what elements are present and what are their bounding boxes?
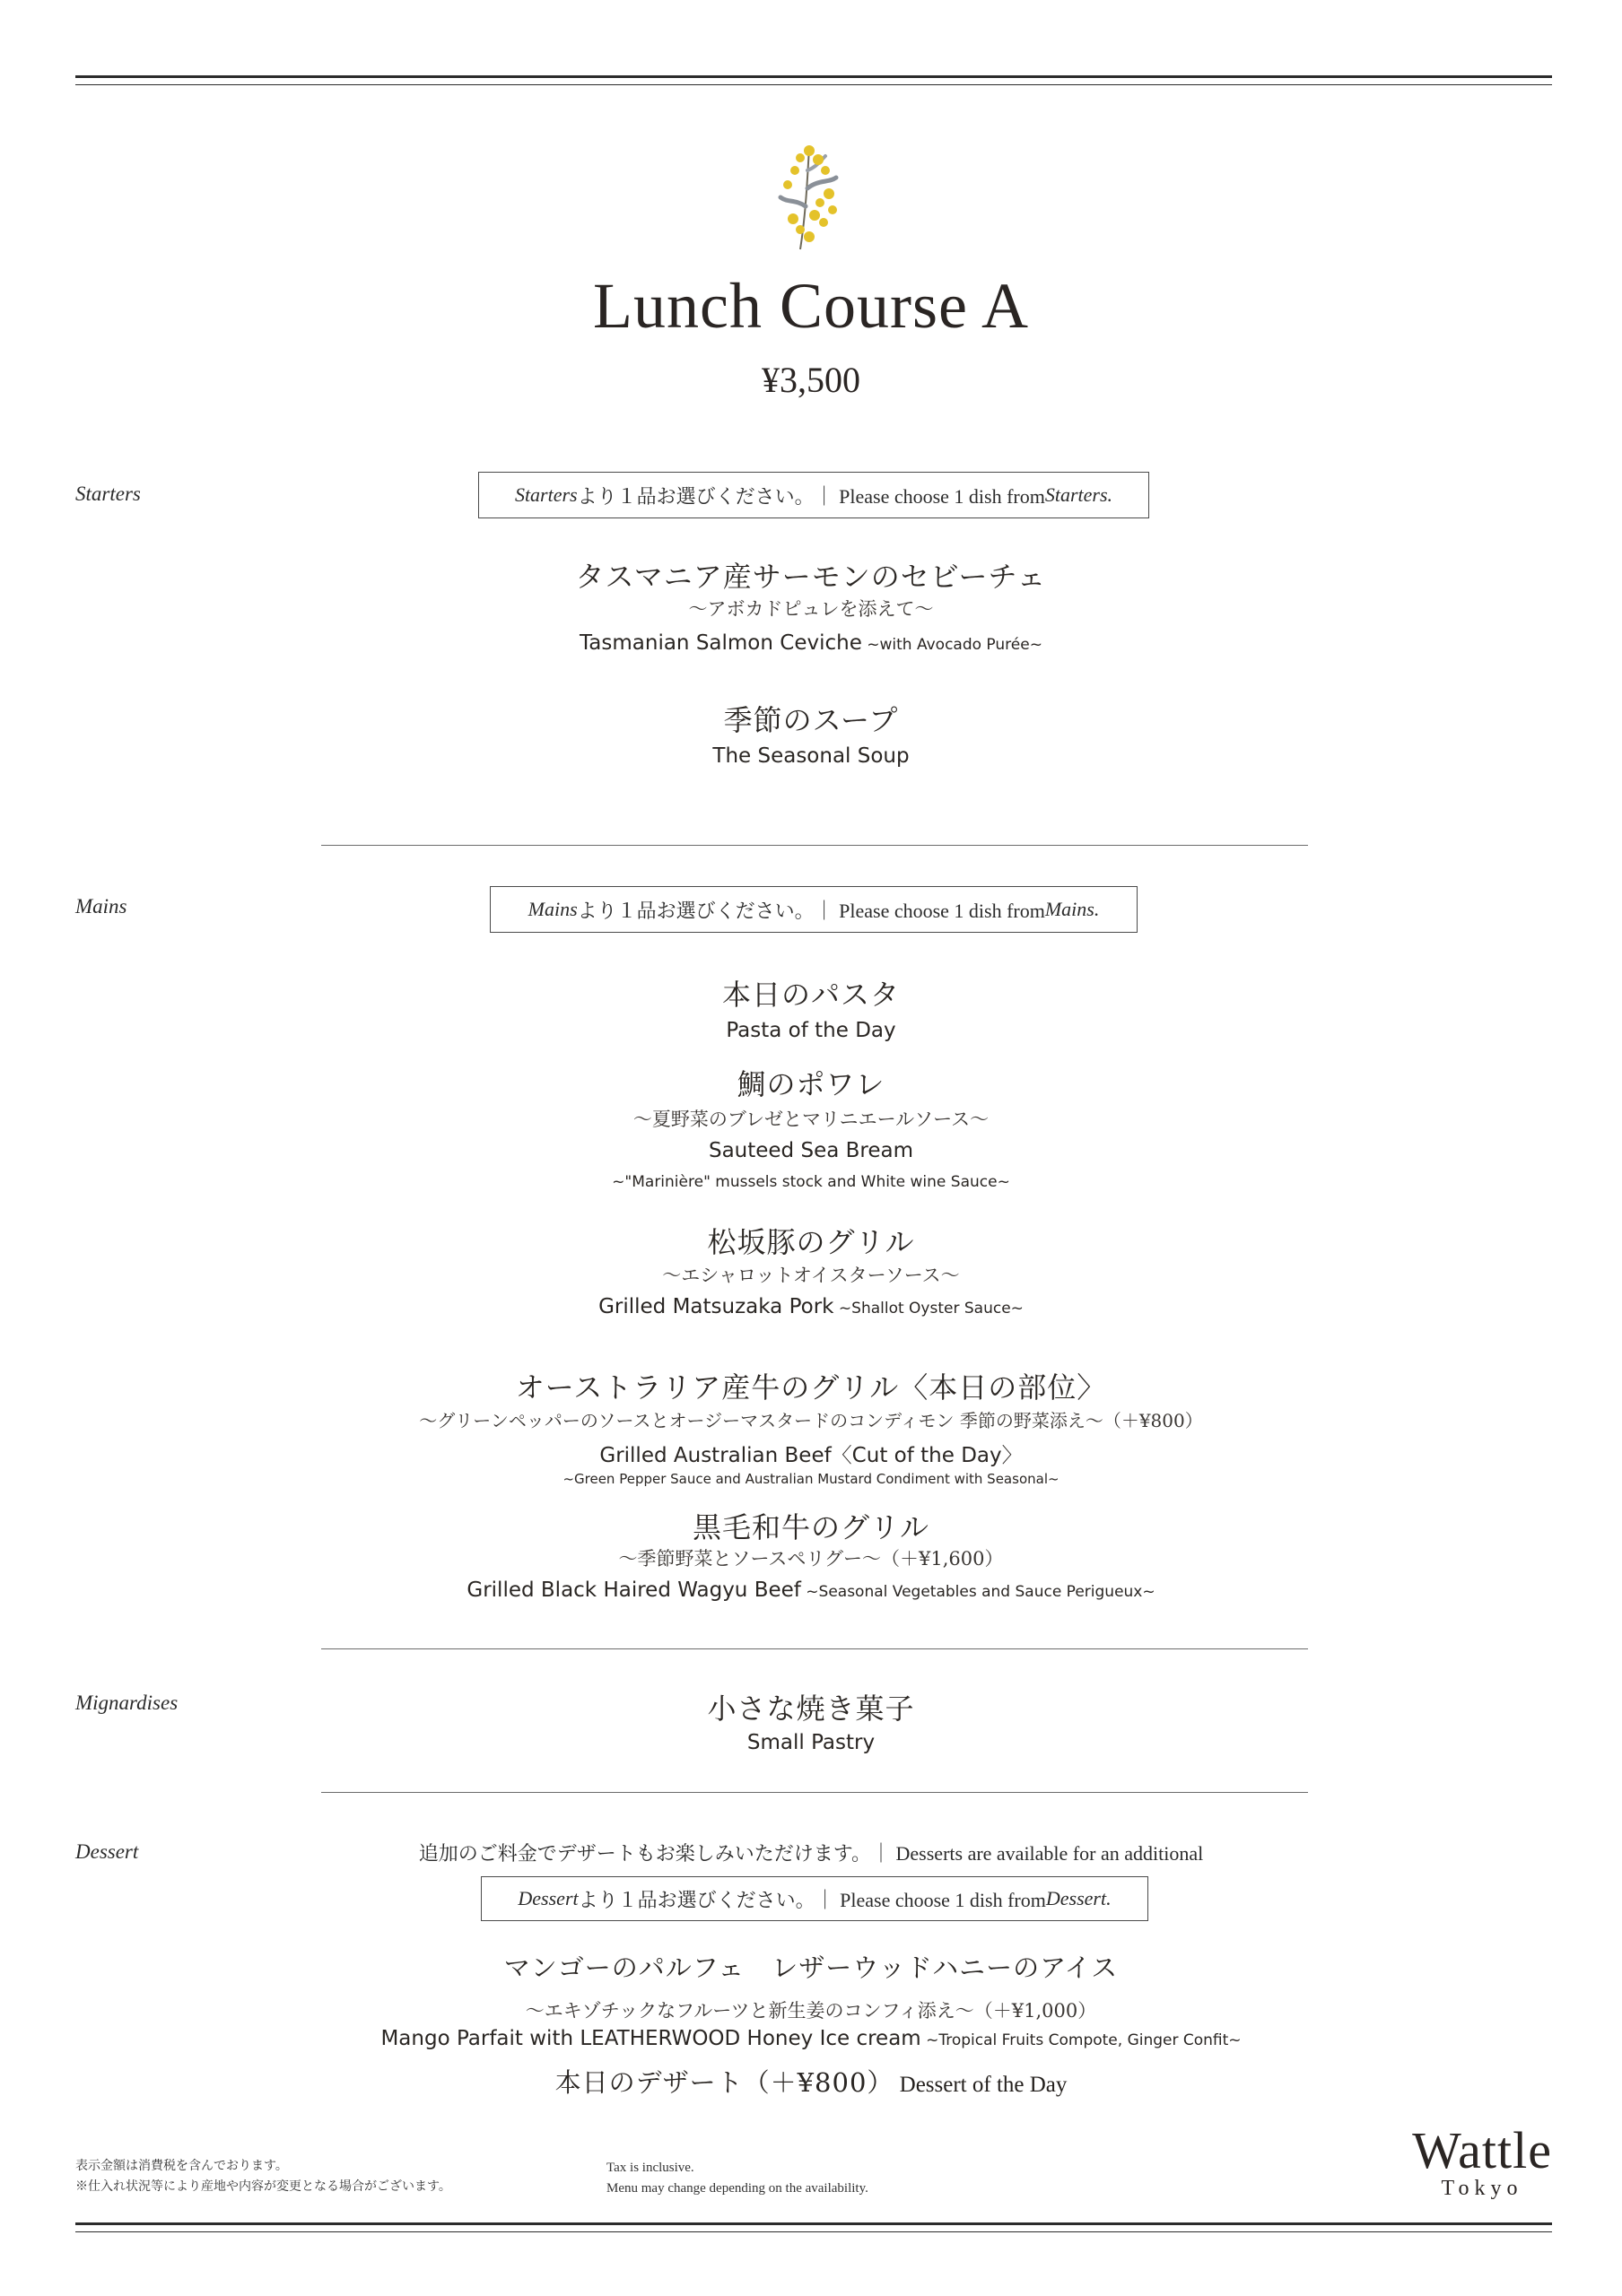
dish-en-sub: ~"Marinière" mussels stock and White wine Sauce~ (612, 1173, 1010, 1191)
section-label-dessert: Dessert (75, 1840, 139, 1863)
dish-en-sub: ~Shallot Oyster Sauce~ (833, 1300, 1024, 1318)
choose-text: より１品お選びください。｜ Please choose 1 dish from (577, 899, 1045, 922)
section-divider (321, 1792, 1308, 1793)
dish-en: Grilled Matsuzaka Pork (598, 1295, 834, 1318)
brand-logo (1412, 2121, 1552, 2200)
dish-jp: マンゴーのパルフェ レザーウッドハニーのアイス (503, 1952, 1119, 1983)
dessert-notice: 追加のご料金でデザートもお楽しみいただけます。｜ Desserts are available for an additional (418, 1842, 1204, 1865)
dish-en-sub: ~Tropical Fruits Compote, Ginger Confit~ (920, 2031, 1242, 2049)
footer-notes-jp (75, 2156, 451, 2197)
dish-en-sub: ~Green Pepper Sauce and Australian Mustard Condiment with Seasonal~ (562, 1471, 1060, 1487)
dish-jp: 本日のパスタ (721, 978, 900, 1012)
dish-jp-sub: 〜エシャロットオイスターソース〜 (662, 1265, 960, 1286)
dish-en: The Seasonal Soup (712, 744, 910, 768)
brand-sub: Tokyo (1441, 2177, 1523, 2200)
dish-en: Tasmanian Salmon Ceviche (580, 631, 862, 655)
dish-jp-sub: 〜夏野菜のブレゼとマリニエールソース〜 (632, 1109, 990, 1130)
dish-en-sub: ~with Avocado Purée~ (861, 636, 1042, 654)
choose-em2: Mains. (1044, 898, 1100, 920)
section-label-starters: Starters (75, 483, 141, 505)
bottom-rule (75, 2222, 1552, 2232)
dish-en-line (0, 1578, 1622, 1602)
top-rule (75, 75, 1552, 85)
section-label-mignardises: Mignardises (75, 1692, 179, 1714)
mains-choose-box (490, 886, 1138, 933)
choose-em2: Starters. (1044, 483, 1113, 506)
course-title: Lunch Course A (593, 270, 1029, 342)
wattle-flower-illustration (773, 144, 847, 253)
choose-text: より１品お選びください。｜ Please choose 1 dish from (577, 484, 1045, 508)
dish-jp: 松坂豚のグリル (707, 1225, 915, 1259)
footer-jp-line1: 表示金額は消費税を含んでおります。 (75, 2160, 288, 2173)
dish-en: Mango Parfait with LEATHERWOOD Honey Ice cream (380, 2027, 921, 2050)
dish-jp: 本日のデザート（＋¥800） (554, 2067, 894, 2098)
dish-jp: 鯛のポワレ (737, 1067, 885, 1101)
choose-em: Dessert (518, 1887, 579, 1909)
choose-em: Starters (514, 483, 578, 506)
dish-en: Grilled Black Haired Wagyu Beef (467, 1578, 801, 1602)
dish-jp: 黒毛和牛のグリル (692, 1510, 929, 1544)
dish-en: Sauteed Sea Bream (708, 1139, 914, 1162)
footer-en-line1: Tax is inclusive. (606, 2161, 694, 2175)
dish-jp-sub: 〜エキゾチックなフルーツと新生姜のコンフィ添え〜（＋¥1,000） (525, 2000, 1097, 2022)
footer-en-line2: Menu may change depending on the availability. (606, 2181, 868, 2196)
footer-notes-en (606, 2158, 868, 2199)
dish-jp: オーストラリア産牛のグリル〈本日の部位〉 (515, 1370, 1107, 1405)
dish-jp-sub: 〜グリーンペッパーのソースとオージーマスタードのコンディモン 季節の野菜添え〜（＋¥800） (419, 1410, 1203, 1431)
dessert-choose-box (481, 1876, 1148, 1921)
footer-jp-line2: ※仕入れ状況等により産地や内容が変更となる場合がございます。 (75, 2180, 451, 2194)
dish-en-line (0, 2027, 1622, 2050)
section-divider (321, 845, 1308, 846)
dish-en: Small Pastry (746, 1731, 876, 1754)
dish-en-line (0, 631, 1622, 655)
dish-en: Grilled Australian Beef〈Cut of the Day〉 (599, 1444, 1023, 1467)
dish-en-line (0, 1295, 1622, 1318)
brand-name: Wattle (1412, 2121, 1552, 2179)
dish-jp: タスマニア産サーモンのセビーチェ (575, 560, 1047, 594)
starters-choose-box (478, 472, 1149, 518)
dish-en: Pasta of the Day (726, 1019, 896, 1042)
dish-en-sub: ~Seasonal Vegetables and Sauce Perigueux~ (800, 1583, 1155, 1601)
course-price: ¥3,500 (762, 360, 860, 400)
dish-jp: 季節のスープ (723, 703, 899, 737)
dish-jp-sub: 〜季節野菜とソースペリグー〜（＋¥1,600） (618, 1548, 1004, 1570)
dish-en: Dessert of the Day (894, 2073, 1068, 2097)
dish-line (0, 2063, 1622, 2100)
dish-jp-sub: 〜アボカドピュレを添えて〜 (688, 598, 934, 620)
section-divider (321, 1648, 1308, 1649)
section-label-mains: Mains (75, 895, 127, 918)
choose-em2: Dessert. (1045, 1887, 1112, 1909)
choose-text: より１品お選びください。｜ Please choose 1 dish from (578, 1888, 1046, 1911)
choose-em: Mains (528, 898, 578, 920)
dish-jp: 小さな焼き菓子 (707, 1692, 915, 1726)
